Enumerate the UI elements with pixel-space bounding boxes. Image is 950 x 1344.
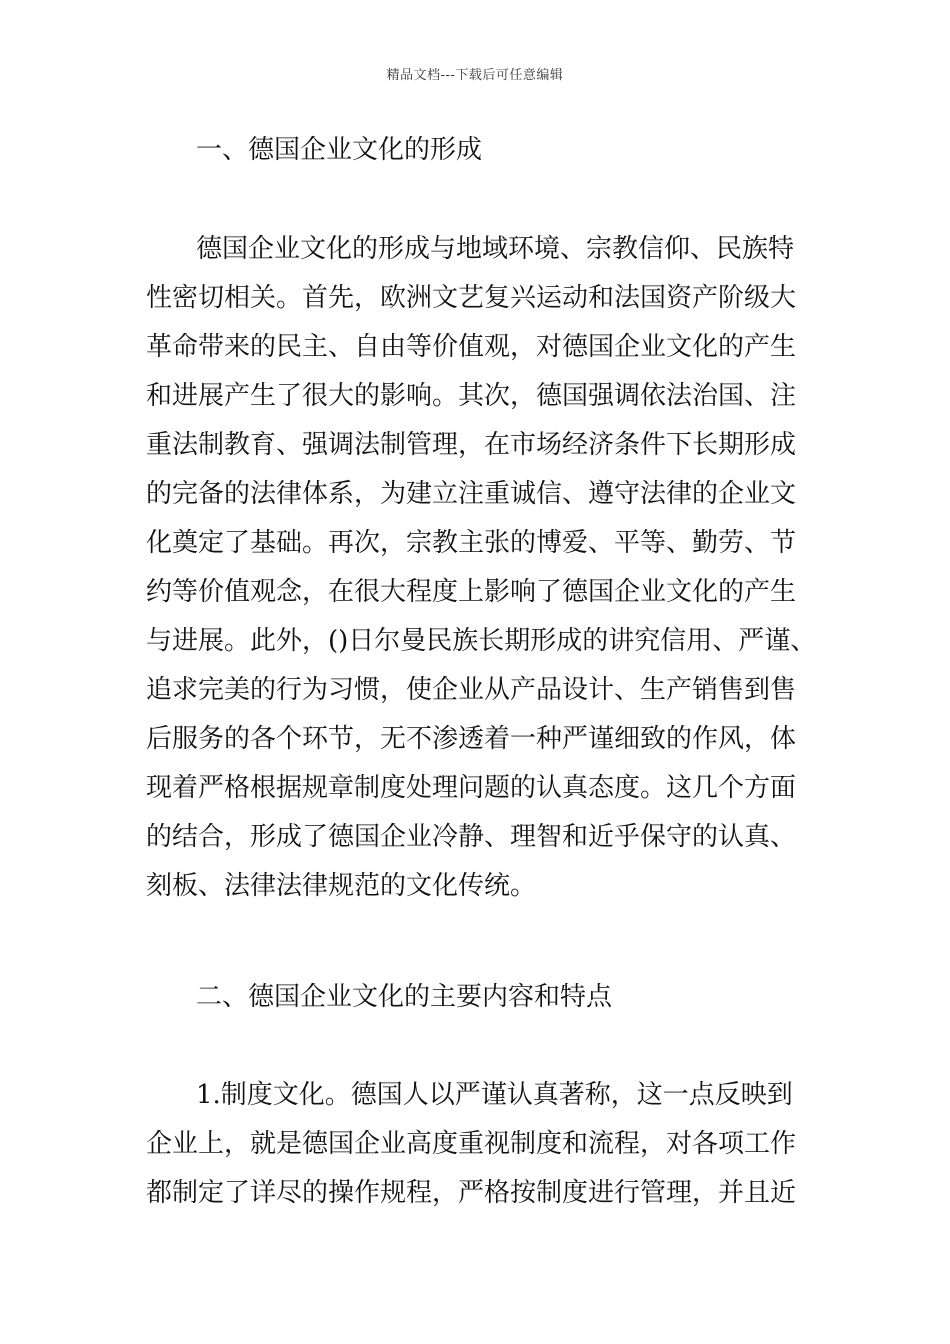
paragraph-line: 和进展产生了很大的影响。其次，德国强调依法治国、注	[146, 381, 797, 411]
paragraph-line: 后服务的各个环节，无不渗透着一种严谨细致的作风，体	[146, 724, 797, 754]
page-header: 精品文档---下载后可任意编辑	[386, 68, 564, 83]
paragraph-line: 与进展。此外，()日尔曼民族长期形成的讲究信用、严谨、	[146, 626, 817, 656]
paragraph-line: 德国企业文化的形成与地域环境、宗教信仰、民族特	[196, 234, 795, 264]
paragraph-line: 企业上，就是德国企业高度重视制度和流程，对各项工作	[146, 1129, 797, 1159]
paragraph-2	[146, 1071, 826, 1218]
paragraph-1	[146, 225, 826, 911]
paragraph-line: 1.制度文化。德国人以严谨认真著称，这一点反映到	[196, 1080, 793, 1110]
paragraph-line: 刻板、法律法律规范的文化传统。	[146, 871, 537, 901]
paragraph-line: 性密切相关。首先，欧洲文艺复兴运动和法国资产阶级大	[146, 283, 797, 313]
paragraph-line: 的完备的法律体系，为建立注重诚信、遵守法律的企业文	[146, 479, 797, 509]
section-heading-1: 一、德国企业文化的形成	[196, 135, 483, 165]
paragraph-line: 追求完美的行为习惯，使企业从产品设计、生产销售到售	[146, 675, 797, 705]
paragraph-line: 约等价值观念，在很大程度上影响了德国企业文化的产生	[146, 577, 797, 607]
paragraph-line: 化奠定了基础。再次，宗教主张的博爱、平等、勤劳、节	[146, 528, 797, 558]
paragraph-line: 现着严格根据规章制度处理问题的认真态度。这几个方面	[146, 773, 797, 803]
section-heading-2: 二、德国企业文化的主要内容和特点	[196, 982, 613, 1012]
paragraph-line: 的结合，形成了德国企业冷静、理智和近乎保守的认真、	[146, 822, 797, 852]
paragraph-line: 革命带来的民主、自由等价值观，对德国企业文化的产生	[146, 332, 797, 362]
paragraph-line: 重法制教育、强调法制管理，在市场经济条件下长期形成	[146, 430, 797, 460]
paragraph-line: 都制定了详尽的操作规程，严格按制度进行管理，并且近	[146, 1178, 797, 1208]
